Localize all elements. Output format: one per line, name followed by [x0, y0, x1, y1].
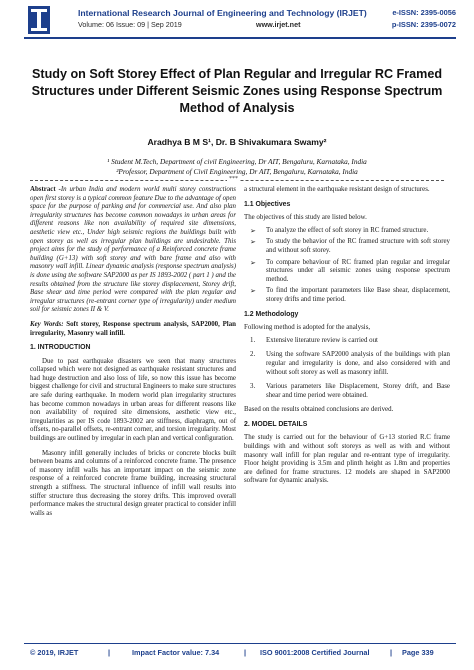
p-issn: p-ISSN: 2395-0072	[391, 20, 456, 29]
left-column	[30, 186, 236, 518]
header-divider	[24, 37, 456, 39]
section-heading-introduction: 1. INTRODUCTION	[30, 344, 91, 352]
intro-paragraph-continued: a structural element in the earthquake resistant design of structures.	[244, 186, 430, 193]
methodology-list	[244, 337, 450, 401]
footer-page-number: Page 339	[402, 648, 434, 657]
list-item: 1. Extensive literature review is carried out	[250, 336, 378, 344]
footer-separator: |	[390, 648, 393, 657]
right-column	[244, 186, 450, 486]
journal-header	[24, 6, 456, 36]
list-item: ➢ To study the behavior of the RC framed structure with soft storey and without soft storey.	[250, 238, 450, 254]
list-item: 2. Using the software SAP2000 analysis of the buildings with plan regular and irregularity is done, and also considered with and without soft storey as well as masonry infill.	[250, 351, 450, 376]
methodology-intro: Following method is adopted for the analysis,	[244, 324, 371, 332]
paper-title	[30, 66, 444, 117]
title-line: Structures under Different Seismic Zones using Response Spectrum	[31, 84, 443, 98]
arrow-bullet-icon: ➢	[250, 258, 256, 267]
intro-paragraph-2: Masonry infill generally includes of bricks or concrete blocks built between beams and columns of a reinforced concrete frame. The presence of masonry infill walls has an important impact on the seismic zone response of a reinforced concrete frame building, increasing structural strength a stiffness. The structural influence of infill wall results into stiffer structure thus decreasing the storey drifts. This improved overall performance makes the structural design greater practical to consider infill walls as	[30, 449, 236, 517]
arrow-bullet-icon: ➢	[250, 238, 256, 247]
footer-separator: |	[244, 648, 247, 657]
section-heading-objectives: 1.1 Objectives	[244, 200, 291, 208]
footer-impact-factor: Impact Factor value: 7.34	[132, 648, 220, 657]
journal-volume-issue: Volume: 06 Issue: 09 | Sep 2019	[78, 20, 182, 29]
intro-paragraph-1: Due to past earthquake disasters we seen that many structures collapsed which were not designed as earthquake resistant structures and had huge destruction and also loss of life, so now this issue has become biggest challenge for civil and structural Engineers to make sure structures are safe during earthquake. In modern world plan irregularity structures has become common nowadays in urban areas for different reasons like non availability of required site dimensions, aesthetic view etc., irregularities as per IS code 1893-2002 are stiffness, diaphragm, out of offsets, no-parallel offsets, re-entrant corner, and torsion irregularity. Most buildings are outlined by irregular in each plan and vertical configuration.	[30, 357, 236, 443]
abstract-text: In urban India and modern world multi storey constructions open first storey is a typical common feature Due to the advantage of open space for the purpose of parking and for commercial use. And also plan irregularity structures has become common nowadays in urban areas for different reasons like non availability of required site dimensions, aesthetic view etc., Under high seismic regions the buildings built with open storey as well as irregular plan buildings are undesirable. This project aims for the study of performance of a Reinforced concrete frame building (G+13) with soft storey and with bare frame and also with masonry wall infill. Linear dynamic analysis (response spectrum analysis) is done using the software SAP2000 as per IS 1893-2002 ( part 1 ) and the results obtained from the structure like storey displacement, Storey drift, Base shear and time period were compared with the plan regular and irregular structures (re-entrant corner type of irregularity) under medium soil for seismic zones II & V.	[30, 186, 236, 314]
paper-authors: Aradhya B M S¹, Dr. B Shivakumara Swamy²	[147, 137, 327, 147]
list-item: 3. Various parameters like Displacement, Storey drift, and Base shear and time period were obtained.	[250, 383, 450, 399]
section-heading-methodology: 1.2 Methodology	[244, 310, 299, 318]
affiliation-1: ¹ Student M.Tech, Department of civil Engineering, Dr AIT, Bengaluru, Karnataka, India	[107, 157, 367, 166]
arrow-bullet-icon: ➢	[250, 287, 256, 296]
keywords-label: Key Words	[30, 320, 62, 328]
objectives-intro: The objectives of this study are listed below.	[244, 214, 367, 222]
footer-separator: |	[108, 648, 111, 657]
model-details-paragraph: The study is carried out for the behaviour of G+13 storied R.C frame buildings with and without soft storeys as well as with and without masonry wall infill for plan regular and re-entrant type of irregularity. Floor height providing is 3.5m and plinth height as 1.8m and properties are defined for frame structures. 12 models are shaped in SAP2000 software for dynamic analysis.	[244, 434, 450, 485]
title-line: Method of Analysis	[179, 101, 295, 115]
arrow-bullet-icon: ➢	[250, 226, 256, 235]
list-item: ➢ To find the important parameters like Base shear, displacement, storey drifts and time period.	[250, 287, 450, 303]
objectives-list	[244, 227, 450, 305]
journal-name: International Research Journal of Engineering and Technology (IRJET)	[78, 8, 367, 18]
footer-copyright: © 2019, IRJET	[30, 648, 79, 657]
keywords-text: Soft storey, Response spectrum analysis, SAP2000, Plan irregularity, Masonry wall infill.	[30, 320, 236, 337]
journal-url[interactable]: www.irjet.net	[256, 20, 301, 29]
abstract-label: Abstract -	[30, 186, 61, 193]
separator-mark: ***	[229, 176, 238, 182]
journal-footer	[24, 648, 456, 660]
list-item: ➢ To compare behaviour of RC framed plan regular and irregular structures under all seismic zones using response spectrum method.	[250, 258, 450, 283]
footer-divider	[24, 643, 456, 644]
list-item: ➢ To analyze the effect of soft storey in RC framed structure.	[250, 226, 429, 235]
title-line: Study on Soft Storey Effect of Plan Regular and Irregular RC Framed	[31, 67, 443, 81]
footer-iso: ISO 9001:2008 Certified Journal	[260, 648, 370, 657]
section-heading-model-details: 2. MODEL DETAILS	[244, 420, 308, 428]
methodology-conclusion: Based on the results obtained conclusions are derived.	[244, 406, 394, 414]
abstract	[30, 186, 236, 315]
e-issn: e-ISSN: 2395-0056	[392, 8, 456, 17]
affiliation-2: ²Professor, Department of Civil Engineering, Dr AIT, Bengaluru, Karnataka, India	[116, 167, 358, 176]
irjet-logo-icon	[28, 6, 50, 34]
keywords: Key Words: Soft storey, Response spectrum analysis, SAP2000, Plan irregularity, Masonry wall infill.	[30, 320, 236, 337]
